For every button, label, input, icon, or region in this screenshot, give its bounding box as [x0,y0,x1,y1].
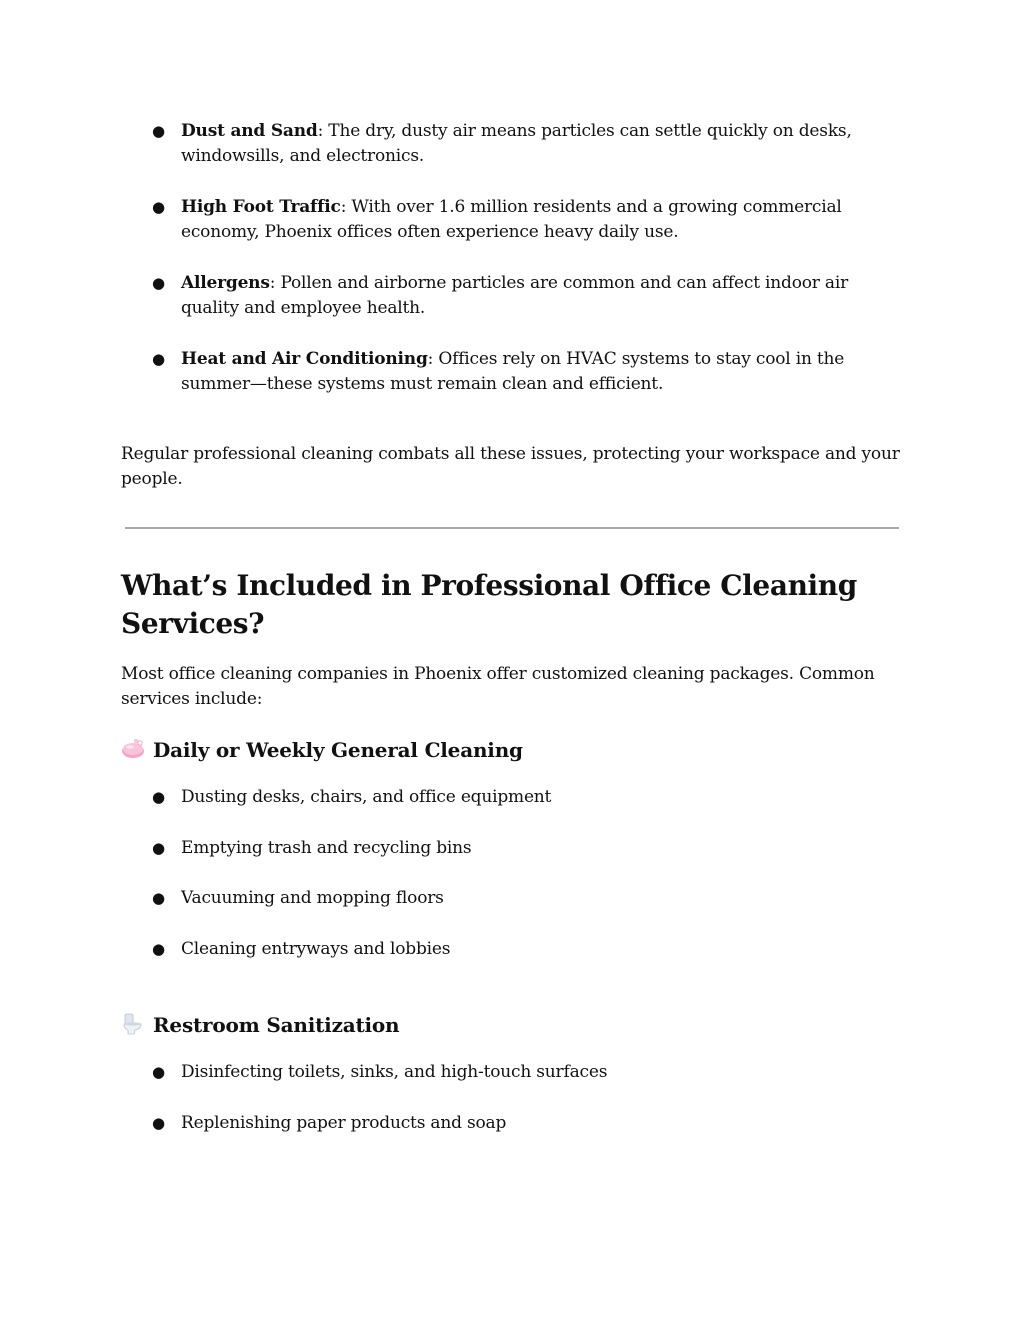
bullet-marker: ● [152,788,166,806]
list-item-text [181,119,881,169]
list-item-text: Replenishing paper products and soap [181,1113,507,1133]
list-item-desc: : Offices rely on HVAC systems to stay cool in the summer—these systems must remain clean and efficient. [181,349,845,394]
section-intro: Most office cleaning companies in Phoenix offer customized cleaning packages. Common services include: [121,664,875,709]
section-heading: What’s Included in Professional Office Cleaning Services? [121,569,857,640]
bullet-marker: ● [152,1063,166,1081]
list-item-text: Vacuuming and mopping floors [181,888,444,908]
bullet-marker: ● [152,274,166,292]
list-item-desc: : With over 1.6 million residents and a growing commercial economy, Phoenix offices often experience heavy daily use. [181,197,842,242]
summary-paragraph: Regular professional cleaning combats all these issues, protecting your workspace and your people. [121,444,900,489]
list-item-term: Dust and Sand [181,121,318,141]
restroom-heading [121,1011,821,1039]
list-item-desc: : The dry, dusty air means particles can settle quickly on desks, windowsills, and electronics. [181,121,852,166]
list-item-text: Disinfecting toilets, sinks, and high-touch surfaces [181,1062,608,1082]
soap-icon [121,738,145,760]
list-item-text [181,271,881,321]
bullet-marker: ● [152,940,166,958]
general-cleaning-heading-text: Daily or Weekly General Cleaning [153,738,523,762]
bullet-marker: ● [152,1114,166,1132]
restroom-heading-text: Restroom Sanitization [153,1013,400,1037]
bullet-marker: ● [152,350,166,368]
list-item-text: Dusting desks, chairs, and office equipment [181,787,552,807]
horizontal-divider [125,527,899,529]
toilet-icon [121,1013,145,1035]
list-item-desc: : Pollen and airborne particles are common and can affect indoor air quality and employee health. [181,273,848,318]
bullet-marker: ● [152,839,166,857]
list-item-text: Emptying trash and recycling bins [181,838,472,858]
list-item-term: Heat and Air Conditioning [181,349,428,369]
list-item-term: Allergens [181,273,270,293]
bullet-marker: ● [152,122,166,140]
list-item-text: Cleaning entryways and lobbies [181,939,451,959]
list-item-term: High Foot Traffic [181,197,341,217]
list-item-text [181,347,881,397]
general-cleaning-heading [121,736,821,764]
bullet-marker: ● [152,889,166,907]
list-item-text [181,195,881,245]
bullet-marker: ● [152,198,166,216]
